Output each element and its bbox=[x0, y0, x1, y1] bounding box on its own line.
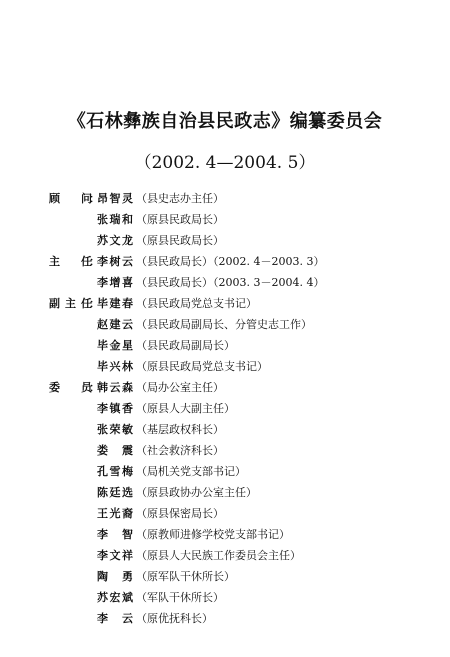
role-colon: ： bbox=[89, 255, 100, 268]
member-name: 娄震 bbox=[97, 444, 133, 457]
member-name: 李树云 bbox=[97, 255, 133, 268]
member-title: （县民政局党总支书记） bbox=[136, 297, 257, 310]
member-title: （县民政局副局长、分管史志工作） bbox=[136, 318, 312, 331]
member-title: （原县民政局长） bbox=[136, 234, 224, 247]
member-title: （原县民政局长） bbox=[136, 213, 224, 226]
member-name: 毕金星 bbox=[97, 339, 133, 352]
role-label-advisor: 顾问 bbox=[49, 192, 92, 205]
role-label-director: 主任 bbox=[49, 255, 92, 268]
member-name: 苏宏斌 bbox=[97, 591, 133, 604]
member-name: 李镇香 bbox=[97, 402, 133, 415]
member-title: （县民政局副局长） bbox=[136, 339, 235, 352]
member-name: 张瑞和 bbox=[97, 213, 133, 226]
member-name: 毕建春 bbox=[97, 297, 133, 310]
member-title: （原县保密局长） bbox=[136, 507, 224, 520]
page-title: 《石林彝族自治县民政志》编纂委员会 bbox=[67, 111, 383, 132]
member-name: 李增喜 bbox=[97, 276, 133, 289]
member-title: （社会救济科长） bbox=[136, 444, 224, 457]
member-title: （基层政权科长） bbox=[136, 423, 224, 436]
member-name: 苏文龙 bbox=[97, 234, 133, 247]
member-name: 韩云森 bbox=[97, 381, 133, 394]
member-name: 陈廷选 bbox=[97, 486, 133, 499]
member-title: （原优抚科长） bbox=[136, 612, 213, 625]
member-name: 毕兴林 bbox=[97, 360, 133, 373]
member-title: （原教师进修学校党支部书记） bbox=[136, 528, 290, 541]
member-title: （原军队干休所长） bbox=[136, 570, 235, 583]
member-title: （原县政协办公室主任） bbox=[136, 486, 257, 499]
member-name: 李文祥 bbox=[97, 549, 133, 562]
member-title: （原县民政局党总支书记） bbox=[136, 360, 268, 373]
member-name: 孔雪梅 bbox=[97, 465, 133, 478]
member-title: （局机关党支部书记） bbox=[136, 465, 246, 478]
member-title: （县民政局长）（2003. 3－2004. 4） bbox=[136, 276, 325, 289]
member-title: （县民政局长）（2002. 4－2003. 3） bbox=[136, 255, 325, 268]
member-name: 李智 bbox=[97, 528, 133, 541]
role-colon: ： bbox=[89, 297, 100, 310]
member-name: 昂智灵 bbox=[97, 192, 133, 205]
member-name: 张荣敏 bbox=[97, 423, 133, 436]
member-title: （县史志办主任） bbox=[136, 192, 224, 205]
member-name: 李云 bbox=[97, 612, 133, 625]
role-colon: ： bbox=[89, 381, 100, 394]
period-dates: （2002. 4—2004. 5） bbox=[134, 153, 316, 173]
role-colon: ： bbox=[89, 192, 100, 205]
member-name: 赵建云 bbox=[97, 318, 133, 331]
member-title: （局办公室主任） bbox=[136, 381, 224, 394]
member-name: 陶勇 bbox=[97, 570, 133, 583]
member-title: （原县人大民族工作委员会主任） bbox=[136, 549, 301, 562]
member-title: （原县人大副主任） bbox=[136, 402, 235, 415]
member-name: 王光裔 bbox=[97, 507, 133, 520]
role-label-member: 委员 bbox=[49, 381, 92, 394]
member-title: （军队干休所长） bbox=[136, 591, 224, 604]
role-label-deputy: 副主任 bbox=[49, 297, 92, 310]
